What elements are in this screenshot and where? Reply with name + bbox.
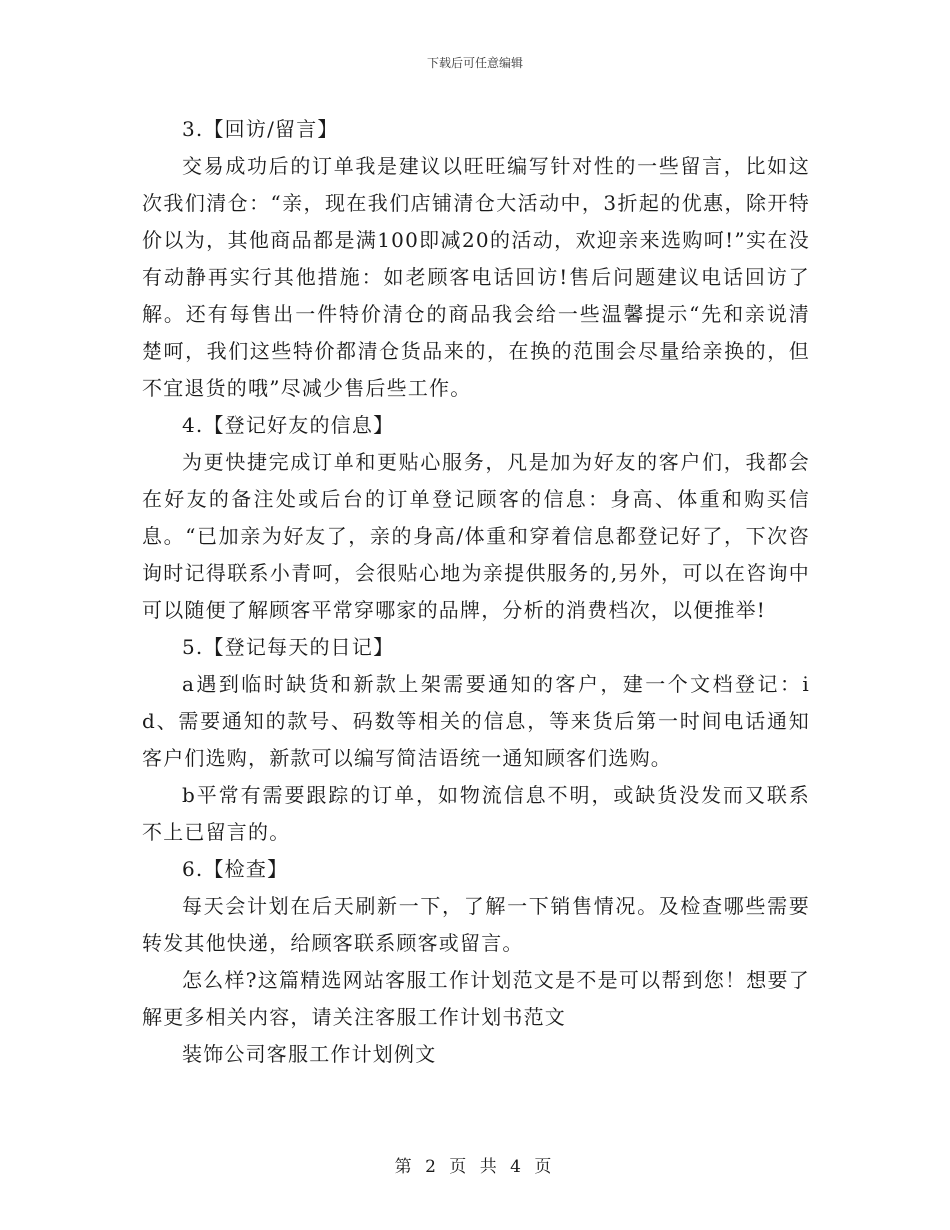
section-heading-3: 3.【回访/留言】 (182, 117, 339, 141)
next-article-title: 装饰公司客服工作计划例文 (182, 1042, 437, 1066)
section-paragraph-5a: a遇到临时缺货和新款上架需要通知的客户，建一个文档登记：id、需要通知的款号、码数等相关的信息，等来货后第一时间电话通知客户们选购，新款可以编写简洁语统一通知顾客们选购。 (142, 672, 810, 770)
page-header-note: 下载后可任意编辑 (426, 56, 523, 70)
section-heading-6: 6.【检查】 (182, 857, 289, 881)
closing-paragraph: 怎么样?这篇精选网站客服工作计划范文是不是可以帮到您！想要了解更多相关内容，请关注客服工作计划书范文 (142, 968, 810, 1029)
section-heading-5: 5.【登记每天的日记】 (182, 635, 395, 659)
document-body (142, 111, 810, 1073)
section-heading-4: 4.【登记好友的信息】 (182, 413, 395, 437)
section-paragraph-5b: b平常有需要跟踪的订单，如物流信息不明，或缺货没发而又联系不上已留言的。 (142, 783, 810, 844)
section-paragraph-3: 交易成功后的订单我是建议以旺旺编写针对性的一些留言，比如这次我们清仓：“亲，现在我们店铺清仓大活动中，3折起的优惠，除开特价以为，其他商品都是满100即减20的活动，欢迎亲来选购呵!”实在没有动静再实行其他措施：如老顾客电话回访!售后问题建议电话回访了解。还有每售出一件特价清仓的商品我会给一些温馨提示“先和亲说清楚呵，我们这些特价都清仓货品来的，在换的范围会尽量给亲换的，但不宜退货的哦”尽减少售后些工作。 (142, 154, 810, 400)
section-paragraph-6: 每天会计划在后天刷新一下，了解一下销售情况。及检查哪些需要转发其他快递，给顾客联系顾客或留言。 (142, 894, 810, 955)
page-number: 第 2 页 共 4 页 (394, 1157, 556, 1177)
section-paragraph-4: 为更快捷完成订单和更贴心服务，凡是加为好友的客户们，我都会在好友的备注处或后台的订单登记顾客的信息：身高、体重和购买信息。“已加亲为好友了，亲的身高/体重和穿着信息都登记好了，下次咨询时记得联系小青呵，会很贴心地为亲提供服务的,另外，可以在咨询中可以随便了解顾客平常穿哪家的品牌，分析的消费档次，以便推举! (142, 450, 810, 622)
